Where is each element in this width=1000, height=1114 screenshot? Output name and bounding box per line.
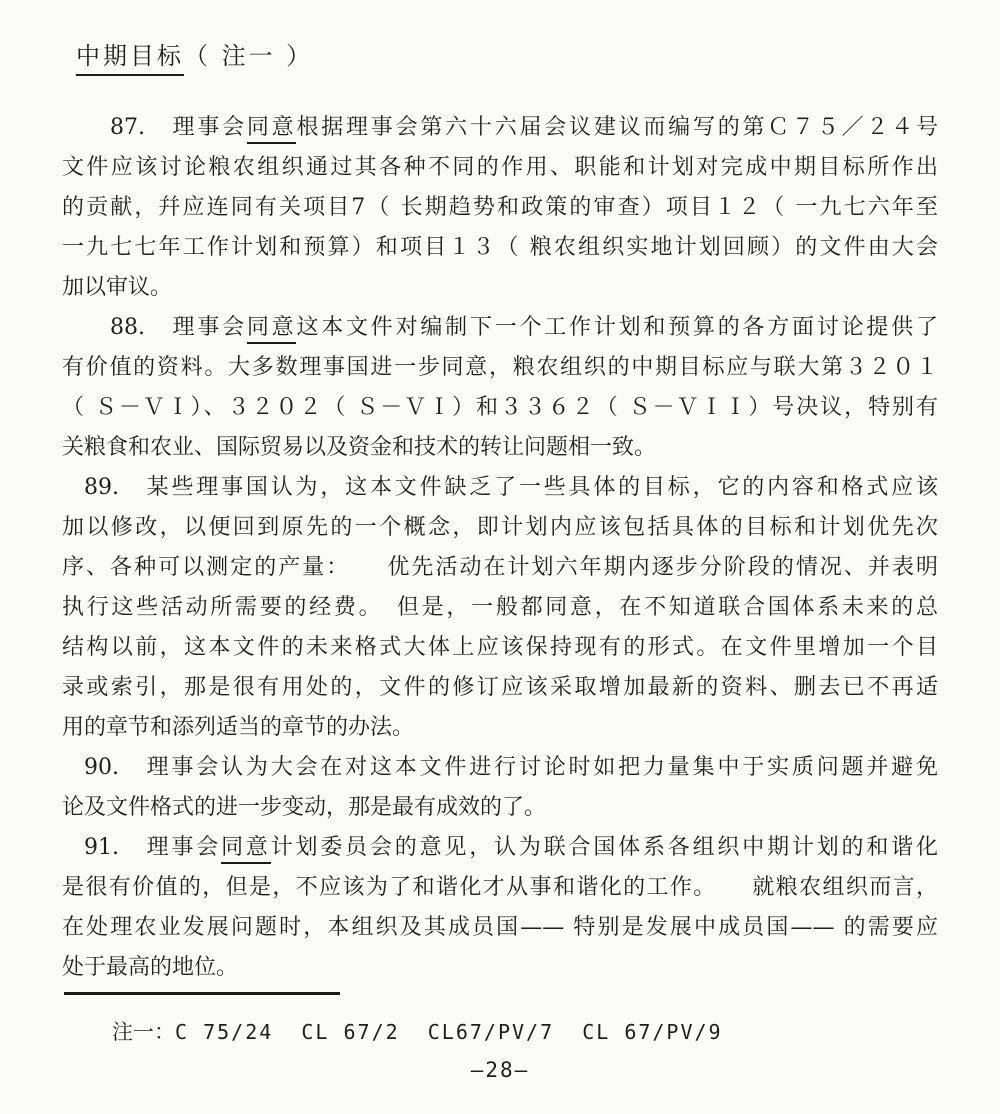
footnote-label: 注一： <box>112 1020 175 1044</box>
text-segment: 处于最高的地位。 <box>62 955 239 980</box>
text-line <box>62 668 938 708</box>
text-line <box>62 508 938 548</box>
text-segment: 加以审议。 <box>62 275 173 300</box>
text-line <box>62 708 938 748</box>
text-segment: 87. 理事会 <box>110 115 247 140</box>
text-segment: 执行这些活动所需要的经费。 但是，一般都同意，在不知道联合国体系未来的总 <box>62 595 938 620</box>
paragraph-90 <box>62 748 938 828</box>
text-segment: 结构以前，这本文件的未来格式大体上应该保持现有的形式。在文件里增加一个目 <box>62 635 938 660</box>
footnote-references: C 75/24 CL 67/2 CL67/PV/7 CL 67/PV/9 <box>175 1020 723 1044</box>
text-segment: 在处理农业发展问题时，本组织及其成员国—— 特别是发展中成员国—— 的需要应 <box>62 915 938 940</box>
text-line <box>62 428 938 468</box>
document-body <box>62 108 938 988</box>
text-segment: 90. 理事会认为大会在对这本文件进行讨论时如把力量集中于实质问题并避免 <box>84 755 938 780</box>
text-line <box>62 588 938 628</box>
text-line <box>62 108 938 148</box>
text-segment: 的贡献，幷应连同有关项目7（ 长期趋势和政策的审查）项目１２（ 一九七六年至 <box>62 195 938 220</box>
heading-underlined-text: 中期目标 <box>76 42 184 76</box>
text-line <box>62 308 938 348</box>
text-segment: 91. 理事会 <box>84 835 222 860</box>
text-line <box>62 388 938 428</box>
page-title <box>76 36 313 71</box>
paragraph-87 <box>62 108 938 308</box>
text-line <box>62 348 938 388</box>
text-segment: 录或索引，那是很有用处的，文件的修订应该采取增加最新的资料、删去已不再适 <box>62 675 938 700</box>
text-segment: 这本文件对编制下一个工作计划和预算的各方面讨论提供了 <box>296 315 938 340</box>
paragraph-91 <box>62 828 938 988</box>
text-segment: 88. 理事会 <box>110 315 247 340</box>
text-line <box>62 828 938 868</box>
text-line <box>62 868 938 908</box>
text-segment: 计划委员会的意见，认为联合国体系各组织中期计划的和谐化 <box>270 835 938 860</box>
underlined-text: 同意 <box>247 315 297 344</box>
page-number: –28– <box>470 1058 530 1082</box>
text-line <box>62 468 938 508</box>
text-line <box>62 788 938 828</box>
text-line <box>62 948 938 988</box>
text-line <box>62 148 938 188</box>
text-segment: （ Ｓ－ＶＩ）、３２０２（ Ｓ－ＶＩ）和３３６２（ Ｓ－ＶＩＩ）号决议，特别有 <box>62 395 938 420</box>
text-line <box>62 628 938 668</box>
text-line <box>62 188 938 228</box>
text-segment: 一九七七年工作计划和预算）和项目１３（ 粮农组织实地计划回顾）的文件由大会 <box>62 235 938 260</box>
text-segment: 是很有价值的，但是，不应该为了和谐化才从事和谐化的工作。 就粮农组织而言， <box>62 875 938 900</box>
text-segment: 序、各种可以测定的产量： 优先活动在计划六年期内逐步分阶段的情况、并表明 <box>62 555 938 580</box>
text-line <box>62 908 938 948</box>
text-line <box>62 548 938 588</box>
text-line <box>62 228 938 268</box>
text-line <box>62 268 938 308</box>
text-segment: 文件应该讨论粮农组织通过其各种不同的作用、职能和计划对完成中期目标所作出 <box>62 155 938 180</box>
text-segment: 用的章节和添列适当的章节的办法。 <box>62 715 415 740</box>
text-segment: 加以修改，以便回到原先的一个概念，即计划内应该包括具体的目标和计划优先次 <box>62 515 938 540</box>
footnote-divider <box>64 992 340 995</box>
text-segment: 关粮食和农业、国际贸易以及资金和技术的转让问题相一致。 <box>62 435 657 460</box>
paragraph-88 <box>62 308 938 468</box>
footnote <box>112 1016 723 1046</box>
text-segment: 论及文件格式的进一步变动，那是最有成效的了。 <box>62 795 547 820</box>
heading-note-text: （ 注一 ） <box>184 42 314 70</box>
underlined-text: 同意 <box>221 835 271 864</box>
text-line <box>62 748 938 788</box>
paragraph-89 <box>62 468 938 748</box>
text-segment: 89. 某些理事国认为，这本文件缺乏了一些具体的目标，它的内容和格式应该 <box>84 475 938 500</box>
text-segment: 根据理事会第六十六届会议建议而编写的第Ｃ７５／２４号 <box>296 115 938 140</box>
text-segment: 有价值的资料。大多数理事国进一步同意，粮农组织的中期目标应与联大第３２０１ <box>62 355 938 380</box>
underlined-text: 同意 <box>247 115 297 144</box>
